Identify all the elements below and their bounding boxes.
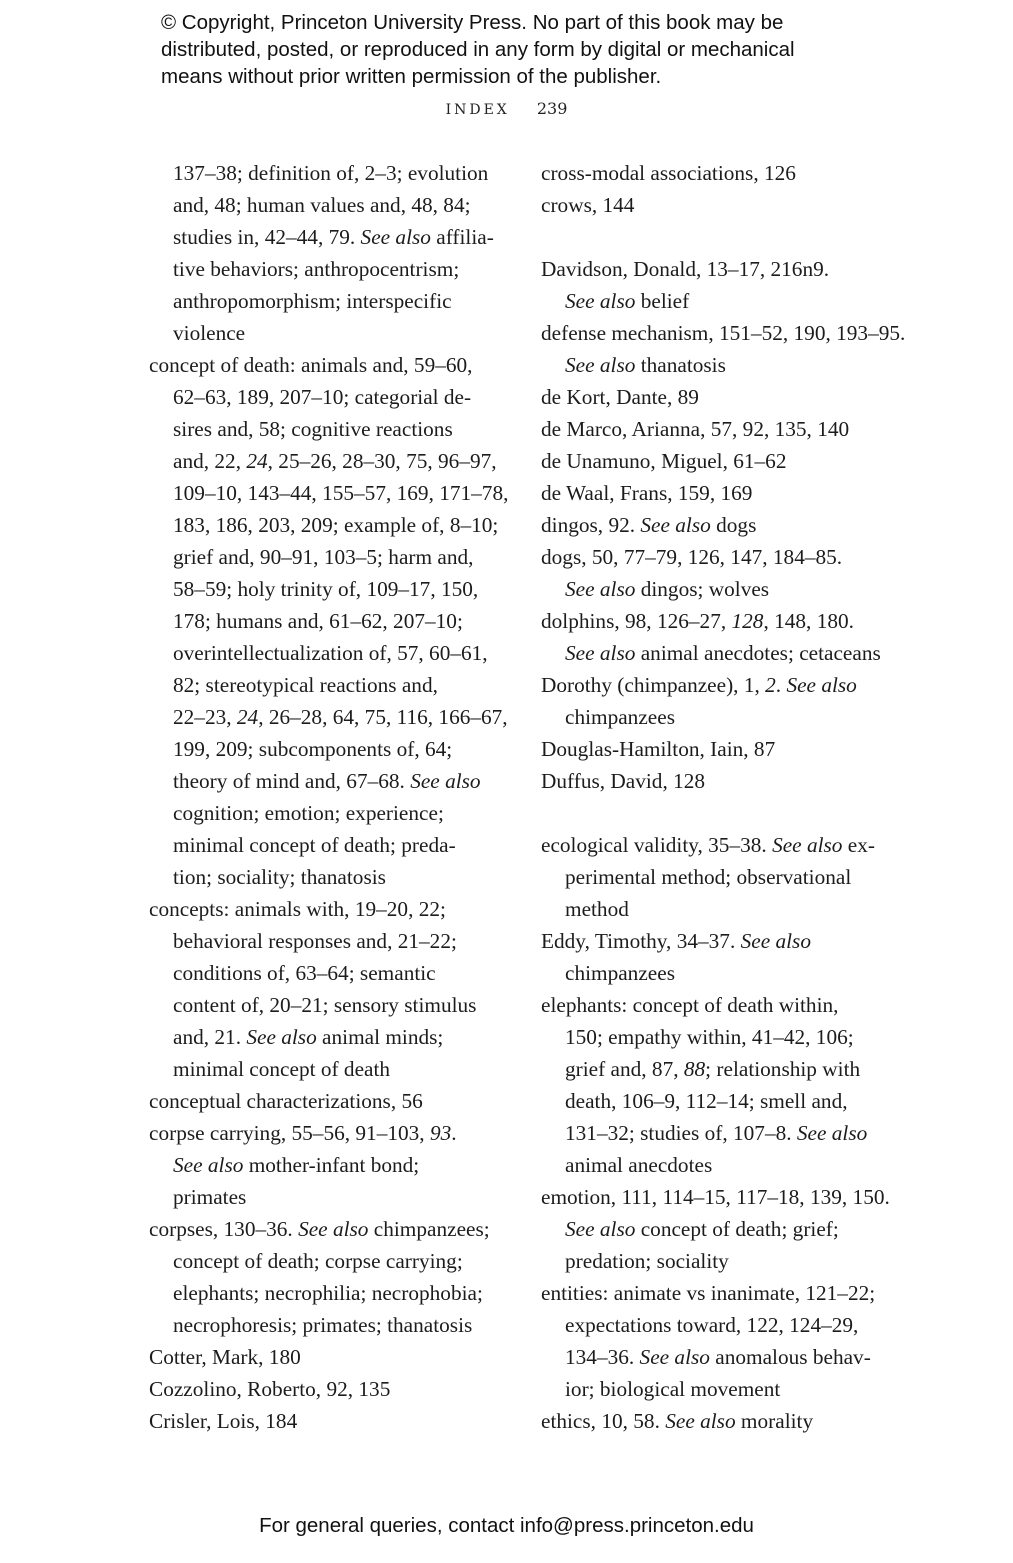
index-entry-line: death, 106–9, 112–14; smell and, [565, 1089, 848, 1113]
index-entry [541, 1277, 893, 1405]
index-entry-line: 150; empathy within, 41–42, 106; [565, 1025, 854, 1049]
index-entry [541, 381, 893, 413]
index-entry-line: Duffus, David, 128 [541, 769, 706, 793]
index-entry-line: 62–63, 189, 207–10; categorial de- [173, 385, 472, 409]
index-entry [541, 733, 893, 765]
index-entry [149, 349, 509, 893]
index-entry-line: elephants; necrophilia; necrophobia; [173, 1281, 483, 1305]
index-entry-line: 199, 209; subcomponents of, 64; [173, 737, 453, 761]
index-entry-line: See also animal anecdotes; cetaceans [565, 641, 881, 665]
index-entry-line: grief and, 90–91, 103–5; harm and, [173, 545, 474, 569]
index-entry [149, 1405, 499, 1437]
index-entry-line: tion; sociality; thanatosis [173, 865, 386, 889]
index-entry-line: Eddy, Timothy, 34–37. See also [541, 929, 811, 953]
index-entry-line: tive behaviors; anthropocentrism; [173, 257, 460, 281]
copyright-line: distributed, posted, or reproduced in any form by digital or mechanical [161, 38, 795, 61]
index-entry [541, 413, 893, 445]
index-entry-line: 134–36. See also anomalous behav- [565, 1345, 871, 1369]
index-entry-line: chimpanzees [565, 705, 675, 729]
index-entry-line: ior; biological movement [565, 1377, 781, 1401]
copyright-line: means without prior written permission of the publisher. [161, 65, 662, 88]
index-entry [541, 509, 893, 541]
index-entry-line: minimal concept of death [173, 1057, 391, 1081]
index-entry [541, 157, 893, 189]
index-entry-line: emotion, 111, 114–15, 117–18, 139, 150. [541, 1185, 890, 1209]
index-entry-line: minimal concept of death; preda- [173, 833, 456, 857]
index-entry-line: 178; humans and, 61–62, 207–10; [173, 609, 463, 633]
index-entry-line: content of, 20–21; sensory stimulus [173, 993, 477, 1017]
index-entry-line: cognition; emotion; experience; [173, 801, 444, 825]
index-entry-line: theory of mind and, 67–68. See also [173, 769, 481, 793]
index-entry-line: concepts: animals with, 19–20, 22; [149, 897, 446, 921]
index-entry [541, 477, 893, 509]
index-entry [541, 317, 906, 381]
index-entry [149, 1373, 499, 1405]
index-entry-line: dingos, 92. See also dogs [541, 513, 757, 537]
index-entry [541, 829, 893, 925]
index-entry-line: Cotter, Mark, 180 [149, 1345, 301, 1369]
index-entry-line: See also dingos; wolves [565, 577, 770, 601]
index-entry-line: dogs, 50, 77–79, 126, 147, 184–85. [541, 545, 843, 569]
index-entry-line: and, 21. See also animal minds; [173, 1025, 444, 1049]
index-entry-line: defense mechanism, 151–52, 190, 193–95. [541, 321, 906, 345]
index-entry-line: Crisler, Lois, 184 [149, 1409, 298, 1433]
index-entry-line: corpse carrying, 55–56, 91–103, 93. [149, 1121, 457, 1145]
index-entry-line: necrophoresis; primates; thanatosis [173, 1313, 473, 1337]
index-entry-line: primates [173, 1185, 247, 1209]
index-entry [541, 989, 893, 1181]
page-number: 239 [536, 99, 568, 118]
index-entry-line: and, 48; human values and, 48, 84; [173, 193, 471, 217]
index-entry [541, 605, 893, 669]
index-entry-line: ecological validity, 35–38. See also ex- [541, 833, 875, 857]
index-entry [541, 189, 893, 221]
index-entry-line: dolphins, 98, 126–27, 128, 148, 180. [541, 609, 854, 633]
index-entry-line: See also mother-infant bond; [173, 1153, 420, 1177]
index-entry-line: 22–23, 24, 26–28, 64, 75, 116, 166–67, [173, 705, 508, 729]
index-entry [541, 253, 893, 317]
index-entry [541, 1405, 893, 1437]
index-entry-line: de Kort, Dante, 89 [541, 385, 699, 409]
index-entry-line: 183, 186, 203, 209; example of, 8–10; [173, 513, 499, 537]
index-entry-line: concept of death: animals and, 59–60, [149, 353, 473, 377]
index-entry-line: method [565, 897, 629, 921]
index-entry-line: conditions of, 63–64; semantic [173, 961, 436, 985]
index-entry-line: 58–59; holy trinity of, 109–17, 150, [173, 577, 479, 601]
index-entry-line: overintellectualization of, 57, 60–61, [173, 641, 488, 665]
index-entry-line: predation; sociality [565, 1249, 729, 1273]
index-entry [541, 445, 893, 477]
index-entry-line: Cozzolino, Roberto, 92, 135 [149, 1377, 391, 1401]
index-entry [541, 765, 893, 797]
index-entry-line: concept of death; corpse carrying; [173, 1249, 463, 1273]
index-entry [541, 925, 893, 989]
index-entry-line: chimpanzees [565, 961, 675, 985]
index-entry-line: de Marco, Arianna, 57, 92, 135, 140 [541, 417, 850, 441]
index-entry-line: crows, 144 [541, 193, 635, 217]
index-entry-line: entities: animate vs inanimate, 121–22; [541, 1281, 876, 1305]
index-entry [149, 157, 499, 349]
index-column-right [541, 157, 906, 1437]
index-entry-line: animal anecdotes [565, 1153, 713, 1177]
index-entry-line: expectations toward, 122, 124–29, [565, 1313, 859, 1337]
index-entry-line: sires and, 58; cognitive reactions [173, 417, 453, 441]
index-entry-line: perimental method; observational [565, 865, 852, 889]
index-entry-line: behavioral responses and, 21–22; [173, 929, 457, 953]
copyright-notice [161, 9, 881, 90]
footer-contact: For general queries, contact info@press.princeton.edu [259, 1514, 754, 1537]
index-entry-line: ethics, 10, 58. See also morality [541, 1409, 814, 1433]
index-entry-line: anthropomorphism; interspecific [173, 289, 452, 313]
index-entry [149, 1341, 499, 1373]
index-entry-line: Davidson, Donald, 13–17, 216n9. [541, 257, 830, 281]
index-entry-line: 109–10, 143–44, 155–57, 169, 171–78, [173, 481, 509, 505]
index-entry-line: conceptual characterizations, 56 [149, 1089, 423, 1113]
index-entry-line: 131–32; studies of, 107–8. See also [565, 1121, 868, 1145]
index-entry-line: 137–38; definition of, 2–3; evolution [173, 161, 489, 185]
index-entry-line: cross-modal associations, 126 [541, 161, 796, 185]
section-label: INDEX [445, 102, 510, 118]
index-entry-line: de Waal, Frans, 159, 169 [541, 481, 753, 505]
index-entry [541, 669, 893, 733]
index-entry-line: See also concept of death; grief; [565, 1217, 839, 1241]
index-entry-line: See also belief [565, 289, 690, 313]
index-entry [149, 1085, 499, 1117]
index-column-left [149, 157, 509, 1437]
copyright-line: © Copyright, Princeton University Press. No part of this book may be [161, 11, 784, 34]
index-entry-line: elephants: concept of death within, [541, 993, 839, 1017]
index-entry [149, 893, 499, 1085]
index-entry [149, 1213, 499, 1341]
index-entry-line: corpses, 130–36. See also chimpanzees; [149, 1217, 490, 1241]
index-entry-line: See also thanatosis [565, 353, 726, 377]
index-entry [541, 1181, 893, 1277]
running-head [0, 99, 1013, 118]
index-entry-line: Dorothy (chimpanzee), 1, 2. See also [541, 673, 857, 697]
letter-group-gap [541, 221, 893, 253]
index-entry [149, 1117, 499, 1213]
index-entry-line: grief and, 87, 88; relationship with [565, 1057, 861, 1081]
index-entry [541, 541, 893, 605]
index-entry-line: violence [173, 321, 246, 345]
index-entry-line: studies in, 42–44, 79. See also affilia- [173, 225, 494, 249]
letter-group-gap [541, 797, 893, 829]
index-entry-line: and, 22, 24, 25–26, 28–30, 75, 96–97, [173, 449, 497, 473]
index-entry-line: 82; stereotypical reactions and, [173, 673, 438, 697]
index-entry-line: Douglas-Hamilton, Iain, 87 [541, 737, 776, 761]
index-entry-line: de Unamuno, Miguel, 61–62 [541, 449, 787, 473]
